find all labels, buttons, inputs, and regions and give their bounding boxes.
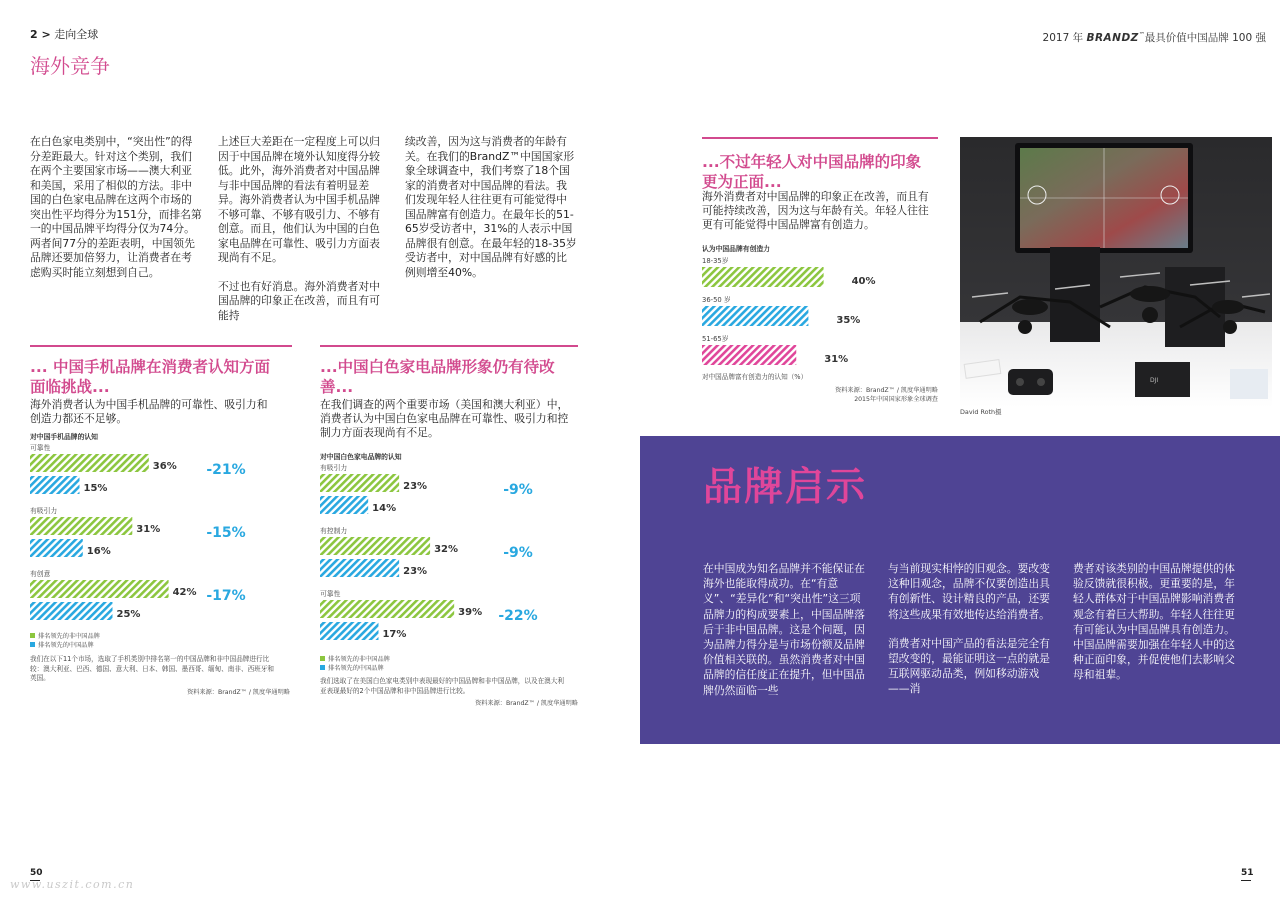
youth-source-line-2: 2015年中国国家形象全球调查 [854, 396, 938, 403]
bar-china [320, 622, 378, 640]
youth-axis-note: 对中国品牌富有创造力的认知（%） [702, 373, 808, 381]
photo-caption: David Roth摄 [960, 408, 1002, 416]
page-number-left: 50 [30, 868, 43, 878]
category-label: 有吸引力 [30, 507, 58, 515]
insight-panel-title: 品牌启示 [703, 465, 868, 510]
legend-item-non-china [320, 654, 390, 663]
mobile-chart-source: 资料来源：BrandZ™ / 凯度华通明略 [187, 689, 290, 696]
category-label: 51-65岁 [702, 335, 729, 343]
bar-non-china [320, 537, 430, 555]
bar-non-china [320, 600, 454, 618]
bar-value-label: 31% [824, 354, 849, 365]
legend-label: 排名领先的非中国品牌 [38, 633, 100, 640]
youth-source-line-1: 资料来源：BrandZ™ / 凯度华通明略 [835, 387, 938, 394]
legend-swatch-blue [30, 642, 35, 647]
bar-value-label: 39% [458, 607, 483, 618]
youth-creativity-chart [700, 255, 938, 373]
gap-label: -22% [498, 608, 538, 624]
mobile-section-intro: 海外消费者认为中国手机品牌的可靠性、吸引力和创造力都还不足够。 [30, 398, 268, 425]
category-label: 有吸引力 [320, 464, 348, 472]
page-title: 海外竞争 [30, 54, 110, 78]
appliance-chart-source: 资料来源：BrandZ™ / 凯度华通明略 [475, 700, 578, 707]
insight-column-2-para-1: 与当前现实相悖的旧观念。要改变这种旧观念，品牌不仅要创造出具有创新性、设计精良的产品，还要将这些成果有效地传达给消费者。 [888, 562, 1050, 621]
intro-column-2 [218, 135, 390, 323]
legend-label: 排名领先的中国品牌 [38, 642, 94, 649]
bar-age-group [702, 345, 796, 365]
appliance-section-heading: ...中国白色家电品牌形象仍有待改善... [320, 358, 555, 396]
bar-non-china [320, 474, 399, 492]
bar-value-label: 15% [83, 483, 108, 494]
gap-label: -15% [206, 525, 246, 541]
bar-non-china [30, 580, 169, 598]
youth-section-intro: 海外消费者对中国品牌的印象正在改善，而且有可能持续改善，因为这与年龄有关。年轻人往往更有可能觉得中国品牌富有创造力。 [702, 190, 929, 231]
bar-value-label: 23% [403, 481, 428, 492]
bar-value-label: 36% [152, 461, 177, 472]
intro-column-2-para-2: 不过也有好消息。海外消费者对中国品牌的印象正在改善，而且有可能持 [218, 279, 380, 322]
section-number: 2 > [30, 28, 51, 41]
youth-section-rule [702, 137, 938, 139]
legend-label: 排名领先的非中国品牌 [328, 656, 390, 663]
section-breadcrumb [30, 26, 98, 42]
bar-china [320, 559, 399, 577]
watermark: www.uszit.com.cn [10, 878, 135, 891]
category-label: 有创意 [30, 570, 51, 578]
youth-chart-title: 认为中国品牌有创造力 [702, 245, 770, 253]
bar-age-group [702, 267, 824, 287]
insight-column-3: 费者对该类别的中国品牌提供的体验反馈就很积极。更重要的是，年轻人群体对于中国品牌影响消费者观念有着巨大帮助。年轻人往往更有可能认为中国品牌具有创造力。中国品牌需要加强在年轻人中的这种正面印象，并促使他们去影响父母和祖辈。 [1073, 562, 1235, 682]
appliance-chart-legend [320, 654, 390, 672]
bar-value-label: 23% [403, 566, 428, 577]
appliance-perception-chart [320, 462, 578, 652]
mobile-perception-chart [30, 442, 292, 632]
report-title [1043, 30, 1266, 45]
bar-value-label: 25% [116, 609, 141, 620]
bar-china [320, 496, 368, 514]
bar-age-group [702, 306, 808, 326]
gap-label: -21% [206, 462, 246, 478]
youth-section-heading: ...不过年轻人对中国品牌的印象更为正面... [702, 153, 922, 191]
mobile-chart-title: 对中国手机品牌的认知 [30, 433, 98, 441]
trademark-mark: ™ [1138, 31, 1145, 39]
legend-item-non-china [30, 631, 100, 640]
bar-value-label: 32% [434, 544, 459, 555]
bar-value-label: 35% [836, 315, 861, 326]
intro-column-2-para-1: 上述巨大差距在一定程度上可以归因于中国品牌在境外认知度得分较低。此外，海外消费者对中国品牌与非中国品牌的看法有着明显差异。海外消费者认为中国手机品牌不够可靠、不够有吸引力、不够有创意。而且，他们认为中国的白色家电品牌在可靠性、吸引力方面表现尚有不足。 [218, 135, 380, 264]
product-box-label: DJI [1150, 377, 1159, 384]
bar-value-label: 31% [136, 524, 161, 535]
mobile-section-heading: ... 中国手机品牌在消费者认知方面面临挑战... [30, 358, 271, 396]
mobile-chart-footnote: 我们在以下11个市场，选取了手机类别中排名第一的中国品牌和非中国品牌进行比较：澳大利亚、巴西、德国、意大利、日本、韩国、墨西哥、缅甸、南非、西班牙和英国。 [30, 655, 274, 682]
bar-value-label: 40% [851, 276, 876, 287]
bar-china [30, 476, 80, 494]
bar-non-china [30, 517, 132, 535]
appliance-section-intro: 在我们调查的两个重要市场（美国和澳大利亚）中，消费者认为中国白色家电品牌在可靠性、吸引力和控制力方面表现尚有不足。 [320, 398, 569, 439]
legend-swatch-green [30, 633, 35, 638]
intro-column-1: 在白色家电类别中，“突出性”的得分差距最大。针对这个类别，我们在两个主要国家市场——澳大利亚和美国，采用了相似的方法。非中国的白色家电品牌在这两个市场的突出性平均得分为151分，而排名第一的中国品牌平均得分仅为74分。两者间77分的差距表明，中国领先品牌还要加倍努力，让消费者在考虑购买时能立刻想到自己。 [30, 135, 202, 279]
bar-value-label: 17% [382, 629, 407, 640]
report-subtitle: 最具价值中国品牌 100 强 [1144, 32, 1266, 44]
appliance-section-rule [320, 345, 578, 347]
insight-column-1: 在中国成为知名品牌并不能保证在海外也能取得成功。在“有意义”、“差异化”和“突出性”这三项品牌力的构成要素上，中国品牌落后于非中国品牌。这是个问题，因为品牌力得分是与市场份额及品牌价值相关联的。虽然消费者对中国品牌的信任度正在提升，但中国品牌仍然面临一些 [703, 562, 865, 697]
gap-label: -17% [206, 588, 246, 604]
page-number-right: 51 [1241, 868, 1254, 878]
insight-column-2 [888, 561, 1056, 697]
category-label: 18-35岁 [702, 257, 729, 265]
gap-label: -9% [503, 482, 533, 498]
bar-value-label: 16% [86, 546, 111, 557]
appliance-chart-footnote: 我们选取了在美国白色家电类别中表现最好的中国品牌和非中国品牌，以及在澳大利亚表现最好的2个中国品牌和非中国品牌进行比较。 [320, 677, 564, 695]
drone-product-photo [960, 137, 1272, 407]
bar-value-label: 14% [372, 503, 397, 514]
remote-controller [1008, 369, 1053, 395]
bar-china [30, 539, 83, 557]
category-label: 可靠性 [30, 444, 51, 452]
gap-label: -9% [503, 545, 533, 561]
legend-item-china [30, 640, 100, 649]
intro-column-3: 续改善，因为这与消费者的年龄有关。在我们的BrandZ™中国国家形象全球调查中，我们考察了18个国家的消费者对中国品牌的看法。我们发现年轻人往往更有可能觉得中国品牌富有创造力。在最年长的51-65岁受访者中，31%的人表示中国品牌很有创意。在最年轻的18-35岁受访者中，对中国品牌有好感的比例则增至40%。 [405, 135, 577, 279]
category-label: 有控制力 [320, 527, 348, 535]
bar-value-label: 42% [172, 587, 197, 598]
mobile-section-rule [30, 345, 292, 347]
page-number-underline-right [1241, 880, 1251, 881]
report-year: 2017 年 [1042, 32, 1084, 44]
bar-china [30, 602, 113, 620]
appliance-chart-title: 对中国白色家电品牌的认知 [320, 453, 402, 461]
insight-column-2-para-2: 消费者对中国产品的看法是完全有望改变的，最能证明这一点的就是互联网驱动品类，例如移动游戏——消 [888, 636, 1050, 696]
category-label: 36-50 岁 [702, 296, 731, 304]
legend-item-china [320, 663, 390, 672]
drone-case [1050, 247, 1100, 342]
legend-swatch-green [320, 656, 325, 661]
mobile-chart-legend [30, 631, 100, 649]
section-label: 走向全球 [54, 28, 99, 41]
brandz-logo: BRANDZ [1086, 32, 1139, 44]
legend-swatch-blue [320, 665, 325, 670]
legend-label: 排名领先的中国品牌 [328, 665, 384, 672]
product-box [1135, 362, 1190, 397]
youth-chart-source [770, 386, 938, 404]
bar-non-china [30, 454, 149, 472]
category-label: 可靠性 [320, 590, 341, 598]
